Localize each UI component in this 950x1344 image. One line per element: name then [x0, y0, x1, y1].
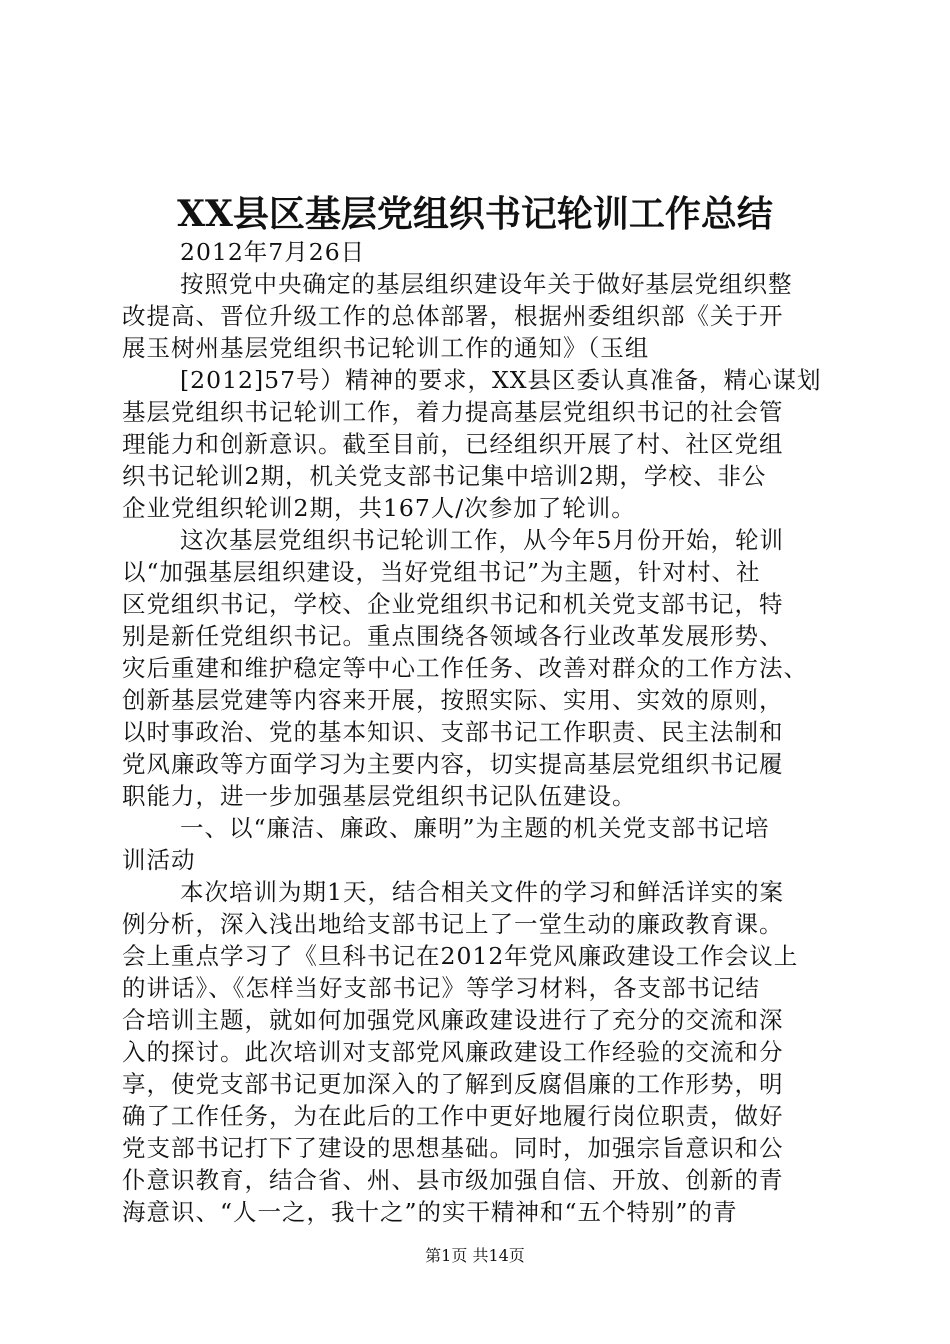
text-line: 以“加强基层组织建设，当好党组书记”为主题，针对村、社 — [122, 558, 761, 586]
text-line: 别是新任党组织书记。重点围绕各领域各行业改革发展形势、 — [122, 622, 784, 650]
text-line: 理能力和创新意识。截至目前，已经组织开展了村、社区党组 — [122, 430, 784, 458]
text-line: 灾后重建和维护稳定等中心工作任务、改善对群众的工作方法、 — [122, 654, 808, 682]
text-line: 企业党组织轮训2期，共167人/次参加了轮训。 — [122, 494, 636, 522]
section-heading-line: 一、以“廉洁、廉政、廉明”为主题的机关党支部书记培 — [180, 814, 770, 842]
date-line: 2012年7月26日 — [180, 238, 366, 266]
text-line: 基层党组织书记轮训工作，着力提高基层党组织书记的社会管 — [122, 398, 784, 426]
document-title: XX县区基层党组织书记轮训工作总结 — [177, 193, 773, 235]
text-line: [2012]57号）精神的要求，XX县区委认真准备，精心谋划 — [180, 366, 822, 394]
text-line: 党风廉政等方面学习为主要内容，切实提高基层党组织书记履 — [122, 750, 784, 778]
text-line: 党支部书记打下了建设的思想基础。同时，加强宗旨意识和公 — [122, 1134, 784, 1162]
text-line: 确了工作任务，为在此后的工作中更好地履行岗位职责，做好 — [122, 1102, 784, 1130]
text-line: 本次培训为期1天，结合相关文件的学习和鲜活详实的案 — [180, 878, 784, 906]
text-line: 创新基层党建等内容来开展，按照实际、实用、实效的原则， — [122, 686, 784, 714]
text-line: 这次基层党组织书记轮训工作，从今年5月份开始，轮训 — [180, 526, 784, 554]
text-line: 以时事政治、党的基本知识、支部书记工作职责、民主法制和 — [122, 718, 784, 746]
text-line: 的讲话》、《怎样当好支部书记》等学习材料，各支部书记结 — [122, 974, 760, 1002]
text-line: 合培训主题，就如何加强党风廉政建设进行了充分的交流和深 — [122, 1006, 784, 1034]
text-line: 入的探讨。此次培训对支部党风廉政建设工作经验的交流和分 — [122, 1038, 784, 1066]
text-line: 展玉树州基层党组织书记轮训工作的通知》（玉组 — [122, 334, 650, 362]
page-footer: 第1页 共14页 — [425, 1246, 525, 1265]
text-line: 例分析，深入浅出地给支部书记上了一堂生动的廉政教育课。 — [122, 910, 784, 938]
text-line: 织书记轮训2期，机关党支部书记集中培训2期，学校、非公 — [122, 462, 767, 490]
text-line: 海意识、“人一之，我十之”的实干精神和“五个特别”的青 — [122, 1198, 738, 1226]
text-line: 仆意识教育，结合省、州、县市级加强自信、开放、创新的青 — [122, 1166, 784, 1194]
text-line: 会上重点学习了《旦科书记在2012年党风廉政建设工作会议上 — [122, 942, 799, 970]
text-line: 改提高、晋位升级工作的总体部署，根据州委组织部《关于开 — [122, 302, 784, 330]
text-line: 职能力，进一步加强基层党组织书记队伍建设。 — [122, 782, 637, 810]
text-line: 按照党中央确定的基层组织建设年关于做好基层党组织整 — [180, 270, 793, 298]
text-line: 区党组织书记，学校、企业党组织书记和机关党支部书记，特 — [122, 590, 784, 618]
section-heading-line: 训活动 — [122, 846, 196, 874]
text-line: 享，使党支部书记更加深入的了解到反腐倡廉的工作形势，明 — [122, 1070, 784, 1098]
